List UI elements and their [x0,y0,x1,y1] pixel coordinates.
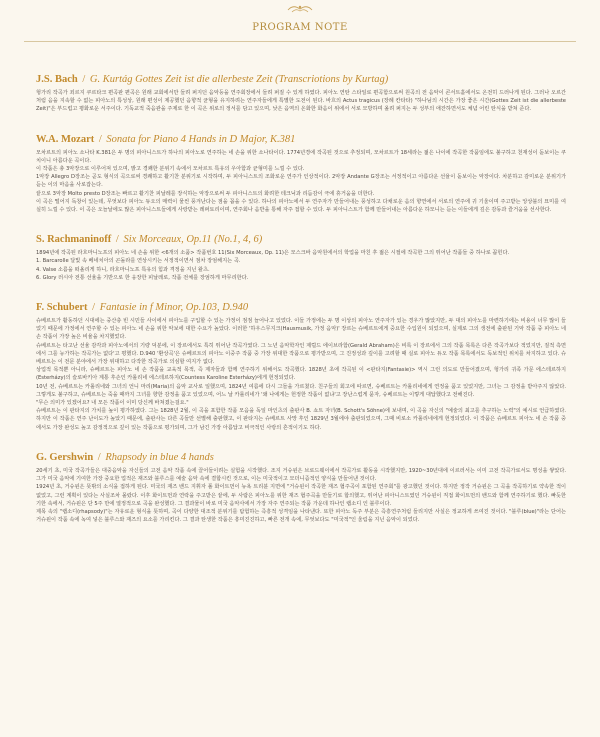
paragraph: 제목 속의 "랩소디(rhapsody)"는 자유로운 형식을 뜻하며, 곡이 다양한 대조적 분위기를 탐험하는 즉흥적 성격임을 나타낸다. 또한 피아노 독주 부분은 즉흥연주처럼 들리지만 사실은 정교하게 쓰여진 것이다. "블루(blue)"라는 단어는 거슈윈이 작품 속에 녹여 넣은 블루스와 재즈의 요소를 가리킨다. 그 결과 탄생한 작품은 흥미진진하고, 빠른 전개 속에, 무엇보다도 "미국적"인 울림을 지닌 음악이 되었다. [36,508,566,524]
program-notes [36,48,566,524]
work-title: G. Kurtág Gottes Zeit ist die allerbeste Zeit (Transcriotions by Kurtag) [89,74,389,85]
paragraph: 상업적 목적뿐 아니라, 슈베르트는 피아노 네 손 작품을 교육적 목적, 즉 제자들과 함께 연주하기 위해서도 작곡했다. 1828년 초에 작곡된 이 <판타지(Fantasie)> 역시 그런 의도로 만들어졌으며, 헝가리 귀족 가문 에스테르하지(Esterházy)의 슬로바키아 계통 후손인 카롤리네 에스테르하지(Countess Karoline Esterházy)에게 헌정되었다. [36,367,566,382]
section-schubert [36,302,566,432]
paragraph: 슈베르트는 타고난 선율 감각과 피아노에서의 기량 덕분에, 이 장르에서도 특히 뛰어난 작곡가였다. 그 노년 음악학자인 제럴드 에이브라함(Gerald Abraham)은 비록 이 장르에서 그의 작품 목록은 다른 작곡가보다 적었지만, 질적 측면에서 그를 능가하는 작곡가는 없다'고 평했다. D.940 '환상곡'은 슈베르트의 피아노 이중주 작품 중 가장 위대한 작품으로 평가받으며, 그 진정성과 깊이를 고려할 때 실로 피아노 듀오 작품 목록에서도 독보적인 위치를 차지하고 있다. 슈베르트는 이 전문 분야에서 가장 위대하고 다작한 작곡가로 의심할 여지가 없다. [36,342,566,366]
section-mozart [36,134,566,215]
paragraph: 이 작품은 총 3악장으로 이루어져 있으며, 밝고 경쾌한 분위기 속에서 모차르트 특유의 우아함과 균형미를 느낄 수 있다. [36,166,305,173]
work-title: Rhapsody in blue 4 hands [105,451,214,463]
paragraph: 슈베르트가 활동하던 시대에는 중산층 빈 시민들 사이에서 피아노를 구입할 수 있는 가정이 점점 늘어나고 있었다. 이들 가정에는 두 명 이상의 피아노 연주자가 있는 경우가 많았지만, 두 대의 피아노를 마련하기에는 비용이 너무 많이 들었기 때문에 가정에서 연주할 수 있는 피아노 네 손을 위한 악보에 대한 수요가 높았다. 이러한 '하우스무지크(Hausmusik, 가정 음악)' 장르는 슈베르트에게 중요한 수입원이 되었으며, 실제로 그의 생전에 출판된 기악 작품 중 피아노 네 손 작품이 가장 높은 비율을 차지했었다. [36,318,566,341]
paragraph: 이 곡은 떨어지 독창이 있는데, 무엇보다 피아노 듀오의 매력이 물씬 풍겨난다는 점을 꼽을 수 있다. 하나의 피아노에서 두 연주자가 만들어내는 풍성하고 다채로운 음의 향연에서 서로의 연주에 귀 기울이며 주고받는 앙상블의 묘미를 여실히 느낄 수 있다. 이 곡은 오늘날에도 많은 피아니스트들에게 사랑받는 레퍼토리이며, 연주회나 음반을 통해 자주 접할 수 있다. 두 피아니스트가 함께 만들어내는 아름다운 하모니는 듣는 이들에게 깊은 감동과 즐거움을 선사한다. [36,198,566,214]
paragraph: 1894년에 작곡된 라흐마니노프의 피아노 네 손을 위한 <6개의 소품> 작품번호 11(Six Morceaux, Op. 11)은 모스크바 음악원에서의 학업을 마친 후 젊은 시절에 작곡한 그의 뛰어난 작품들 중 하나로 꼽힌다. [36,250,510,257]
paragraph: 20세기 초, 미국 작곡가들은 대중음악을 자신들의 고전 음악 작품 속에 끌어들이려는 실험을 시작했다. 조지 거슈윈은 브로드웨이에서 작곡가로 활동을 시작했지만, 1920~30년대에 이르러서는 이미 고전 작곡가로서도 명성을 쌓았다. 그가 미국 음악에 기여한 가장 중요한 업적은 재즈와 블루스를 예술 음악 속에 결합시킨 것으로, 이는 미국적이고 모더니즘적인 양식을 만들어낸 것이다. [36,467,566,483]
paragraph: 1악장 Allegro D장조는 곧도 형식의 곡으로써 경쾌하고 활기찬 분위기로 시작하며, 두 피아니스트의 조화로운 연주가 인상적이다. 2악장 Andante G장조는 서정적이고 아름다운 선율이 돋보이는 악장이다. 차분하고 감미로운 분위기가 듣는 이의 마음을 사로잡는다. [36,174,566,189]
section-gershwin [36,452,566,524]
paragraph: 1924년 초, 거슈윈은 뜻밖의 소식을 접하게 된다. 미국의 재즈 밴드 지휘자 폴 화이트먼이 뉴욕 트리뷴 지면에 "거슈윈이 작곡한 재즈 협주곡이 포함된 연주회"를 광고했던 것이다. 하지만 정작 거슈윈은 그 곡을 작곡하기로 약속한 적이 없었고, 그런 계획이 있다는 사실조차 몰랐다. 이후 화이트먼과 연락을 주고받은 끝에, 두 사람은 피아노를 위한 재즈 협주곡을 만들기로 합의했고, 뛰어난 피아니스트였던 거슈윈이 직접 화이트먼의 밴드와 함께 연주하기로 했다. 빠듯한 기한 속에서, 거슈윈은 단 5주 만에 열정적으로 곡을 완성했다. 그 결과물이 바로 미국 음악사에서 가장 자주 연주되는 작품 가운데 하나인 랩소디 인 블루이다. [36,484,566,507]
work-title: Sonata for Piano 4 Hands in D Major, K.381 [106,133,296,145]
quote: "무슨 의미가 있겠어요? 내 모든 작품이 이미 당신께 바쳐졌는걸요." [36,400,189,407]
header-divider [24,41,576,42]
paragraph: 4. Valse 소름을 떠올리게 하니, 라흐마니노프 특유의 힘과 격정을 지닌 왈츠. [36,266,210,273]
paragraph: 10년 전, 슈베르트는 카롤리네와 그녀의 언니 마리(Maria)의 음악 교사로 일했으며, 1824년 여름에 다시 그들을 가르쳤다. 친구들의 회고에 따르면, 슈베르트는 카롤리네에게 연정을 품고 있었지만, 그녀는 그 감정을 받아주지 않았다. 그렇게도 불구하고, 슈베르트는 죽을 때까지 그녀를 향한 감정을 품고 있었으며, 어느 날 카롤리네가 '왜 나에게는 헌정한 작품이 없냐'고 장난스럽게 묻자, 슈베르트는 이렇게 대답했다고 전해진다. [36,383,566,398]
paragraph: 1. Barcarolle 달빛 속 베네치아의 곤돌라를 연상시키는 서정적이면서 점차 장엄해지는 곡. [36,258,241,265]
section-heading: J.S. Bach / G. Kurtág Gottes Zeit ist die allerbeste Zeit (Transcriotions by Kurtag) [36,74,389,85]
paragraph: 끝으로 3악장 Molto presto D장조는 빠르고 활기찬 피날레를 장식하는 악장으로써 두 피아니스트의 화려한 테크닉과 리듬감이 극에 휴거움을 더한다. [36,190,375,197]
paragraph: 모차르트의 피아노 소나타 K.381은 두 명의 피아니스트가 하나의 피아노로 연주하는 네 손을 위한 소나타이다. 1774년경에 작곡된 것으로 추정되며, 모차르트가 18세라는 젊은 나이에 작곡한 작품임에도 불구하고 천재성이 돋보이는 쿠치이니 아름다운 곡이다. [36,149,566,164]
paragraph: 헝가리 작곡가 죄르지 쿠르타크 편곡판 편곡은 원래 교회에서만 들려 퍼지던 음악등을 연주회장에서 들려 퍼질 수 있게 하였다. 피아노 연탄 스타일로 편곡함으로써 원곡의 전 음악이 콘서트홀에서도 온전히 드러나게 된다. 그러나 오르간처럼 음을 지속할 수 없는 피아노의 특성상, 원래 편성이 제공했던 음향적 균형을 유지하려는 연주자들에게 특별한 도전이 된다. 바흐의 Actus tragicus (장례 칸타타) "하나님의 시간은 가장 좋은 시간(Gottes Zeit ist die allerbeste Zeit)"은 부드럽고 평화로운 서주이다. 기독교적 죽음관을 주제로 한 이 곡은 위로의 정서를 담고 있으며, 낮은 음역의 온화한 화음이 위에서 서로 모방하며 올려 퍼지는 두 성부의 애잔하면서도 체념 어린 탄식을 받쳐 준다. [36,90,566,113]
section-heading: F. Schubert / Fantasie in f Minor, Op.103, D.940 [36,302,249,314]
work-title: Six Morceaux, Op.11 (No.1, 4, 6) [123,234,263,246]
paragraph: 6. Glory 러시아 전통 선율을 기반으로 한 웅장한 피날레로, 작품 전체를 장엄하게 마무리한다. [36,274,249,281]
section-rachmaninoff [36,234,566,282]
page-header [0,0,600,46]
paragraph: 슈베르트는 이 판타지의 가치를 높이 평가하였다. 그는 1828년 2월, 이 곡을 포함한 작품 모음을 독일 마인츠의 출판사 B. 쇼트 자녀(B. Schott's Söhne)에 보내며, 이 곡을 자신의 "예술의 최고를 추구하는 노력"의 예시로 언급하였다. 하지만 이 작품은 연주 난이도가 높았기 때문에, 출판사는 다른 곡들만 선별해 출판했고, 이 판타지는 슈베르트 사망 후인 1829년 3월에야 출판되었으며, 그때 비로소 카롤리네에게 헌정되었다. 이 작품은 슈베르트 피아노 네 손 작품 중에서도 가장 완성도 높고 감정적으로 깊이 있는 작품으로 평가되며, 그가 남긴 가장 아름답고 비극적인 사랑의 흔적이기도 하다. [36,408,566,431]
composer-name: S. Rachmaninoff [36,234,112,246]
composer-name: W.A. Mozart [36,133,95,145]
ornament-icon [286,2,314,16]
composer-name: F. Schubert [36,302,88,314]
work-title: Fantasie in f Minor, Op.103, D.940 [99,302,249,314]
composer-name: J.S. Bach [36,74,78,85]
section-bach [36,74,566,114]
composer-name: G. Gershwin [36,451,94,463]
section-heading: W.A. Mozart / Sonata for Piano 4 Hands in D Major, K.381 [36,133,296,145]
section-heading: S. Rachmaninoff / Six Morceaux, Op.11 (No.1, 4, 6) [36,234,263,246]
section-heading: G. Gershwin / Rhapsody in blue 4 hands [36,451,214,463]
page-title: PROGRAM NOTE [252,22,348,33]
